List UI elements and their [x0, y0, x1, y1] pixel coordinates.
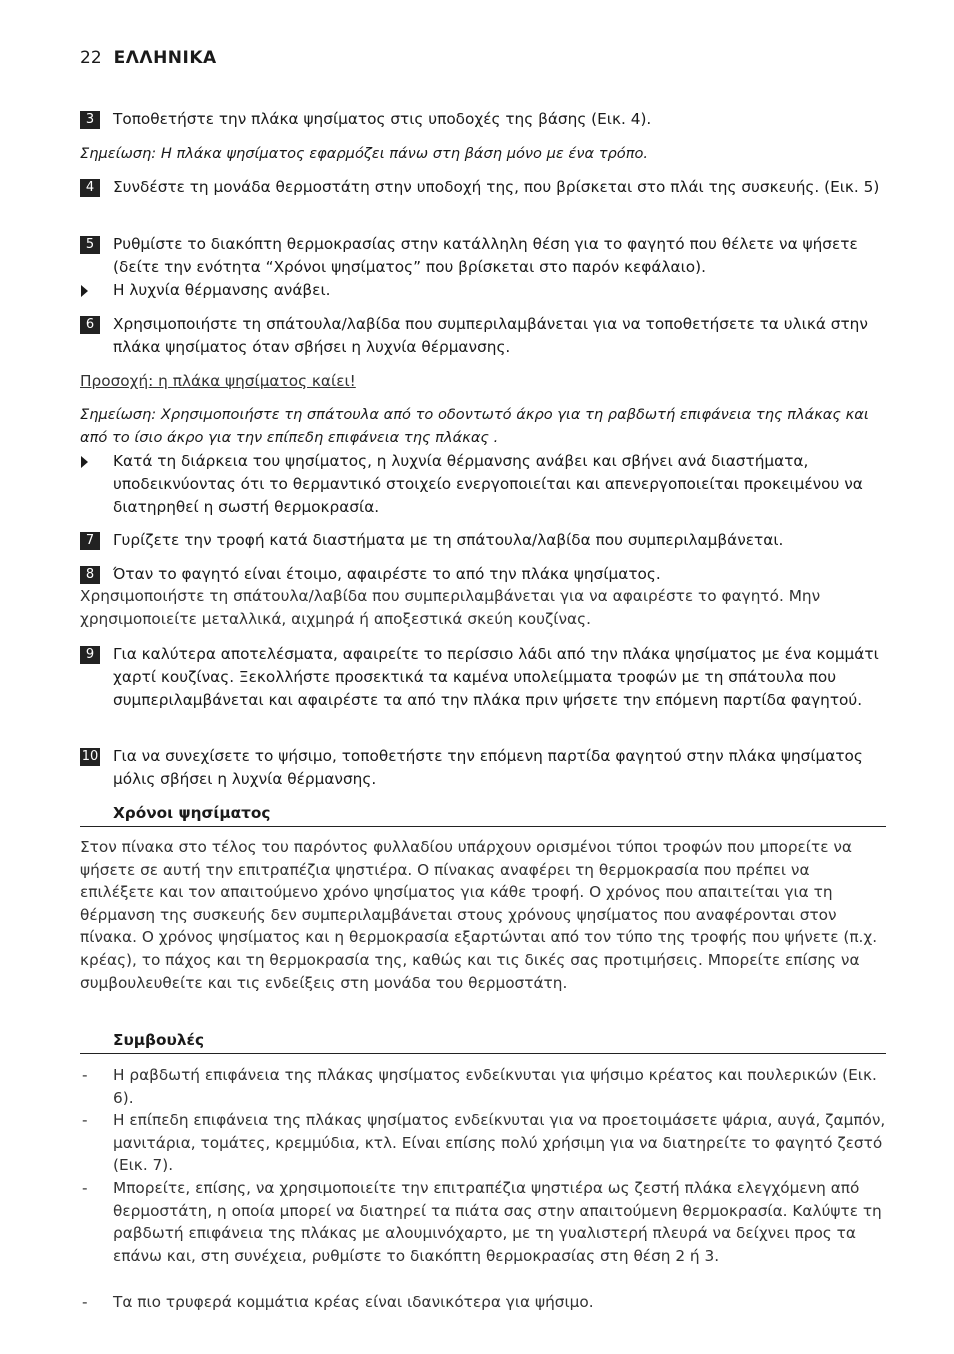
step-number-badge: 5: [80, 236, 100, 254]
result-arrow-icon: [81, 456, 88, 468]
step-text: Χρησιμοποιήστε τη σπάτουλα/λαβίδα που συμπεριλαμβάνεται για να τοποθετήσετε τα υλικά στην πλάκα ψησίματος όταν σβήσει η λυχνία θέρμανσης.: [113, 315, 868, 356]
step-text: Συνδέστε τη μονάδα θερμοστάτη στην υποδοχή της, που βρίσκεται στο πλάι της συσκευής. (Εικ. 5): [113, 178, 880, 196]
note-plate-fit: Σημείωση: Η πλάκα ψησίματος εφαρμόζει πάνω στη βάση μόνο με ένα τρόπο.: [80, 145, 649, 162]
result-lamp-on: [80, 279, 886, 302]
step-10: [80, 745, 886, 791]
result-text: Κατά τη διάρκεια του ψησίματος, η λυχνία θέρμανσης ανάβει και σβήνει ανά διαστήματα, υποδεικνύοντας ότι το θερμαντικό στοιχείο ενεργοποιείται και απενεργοποιείται προκειμένου να διατηρηθεί η σωστή θερμοκρασία.: [113, 452, 863, 516]
step-number-badge: 10: [81, 749, 99, 764]
step-7: [80, 529, 886, 552]
tip-item: [80, 1109, 886, 1177]
dash-bullet: -: [82, 1179, 88, 1197]
dash-bullet: -: [82, 1293, 88, 1311]
step-number-badge: 3: [80, 111, 100, 129]
step-8-detail: Χρησιμοποιήστε τη σπάτουλα/λαβίδα που συμπεριλαμβάνεται για να αφαιρέστε το φαγητό. Μην χρησιμοποιείτε μεταλλικά, αιχμηρά ή αποξεστικά σκεύη κουζίνας.: [80, 587, 821, 628]
step-text: Για καλύτερα αποτελέσματα, αφαιρείτε το περίσσιο λάδι από την πλάκα ψησίματος με ένα κομμάτι χαρτί κουζίνας. Ξεκολλήστε προσεκτικά τα καμένα υπολείμματα τροφών με τη σπάτουλα που συμπεριλαμβάνεται και αφαιρέστε τα από την πλάκα πριν ψήσετε την επόμενη παρτίδα φαγητού.: [113, 645, 879, 709]
step-number-badge: 7: [80, 532, 100, 550]
step-text: Ρυθμίστε το διακόπτη θερμοκρασίας στην κατάλληλη θέση για το φαγητό που θέλετε να ψήσετε (δείτε την ενότητα “Χρόνοι ψησίματος” που βρίσκεται στο παρόν κεφάλαιο).: [113, 235, 858, 276]
tip-item: [80, 1291, 886, 1314]
tip-text: Τα πιο τρυφερά κομμάτια κρέας είναι ιδανικότερα για ψήσιμο.: [113, 1293, 594, 1311]
step-text: Γυρίζετε την τροφή κατά διαστήματα με τη σπάτουλα/λαβίδα που συμπεριλαμβάνεται.: [113, 531, 784, 549]
page-number: 22: [80, 48, 102, 68]
step-text: Τοποθετήστε την πλάκα ψησίματος στις υποδοχές της βάσης (Εικ. 4).: [113, 110, 652, 128]
caution-hot-plate: Προσοχή: η πλάκα ψησίματος καίει!: [80, 372, 356, 390]
step-number-badge: 8: [80, 566, 100, 584]
step-text: Για να συνεχίσετε το ψήσιμο, τοποθετήστε την επόμενη παρτίδα φαγητού στην πλάκα ψησίματος μόλις σβήσει η λυχνία θέρμανσης.: [113, 747, 863, 788]
step-4: [80, 176, 886, 199]
dash-bullet: -: [82, 1066, 88, 1084]
section-title: Χρόνοι ψησίματος: [113, 804, 271, 822]
section-title: Συμβουλές: [113, 1031, 205, 1049]
tip-item: [80, 1064, 886, 1109]
note-spatula: Σημείωση: Χρησιμοποιήστε τη σπάτουλα από το οδοντωτό άκρο για τη ραβδωτή επιφάνεια της πλάκας και από το ίσιο άκρο για την επίπεδη επιφάνεια της πλάκας .: [80, 406, 869, 446]
step-text: Όταν το φαγητό είναι έτοιμο, αφαιρέστε το από την πλάκα ψησίματος.: [113, 565, 661, 583]
page-header: [80, 48, 217, 68]
tip-text: Μπορείτε, επίσης, να χρησιμοποιείτε την επιτραπέζια ψηστιέρα ως ζεστή πλάκα ελεγχόμενη από θερμοστάτη, η οποία μπορεί να διατηρεί τα πιάτα σας στην απαιτούμενη θερμοκρασία. Καλύψτε τη ραβδωτή επιφάνεια της πλάκας με αλουμινόχαρτο, με τη γυαλιστερή πλευρά να δείχνει προς τα επάνω και, στη συνέχεια, ρυθμίστε το διακόπτη θερμοκρασίας στη θέση 2 ή 3.: [113, 1179, 882, 1265]
step-number-badge: 4: [80, 179, 100, 197]
step-8: [80, 563, 886, 586]
tip-item: [80, 1177, 886, 1267]
step-6: [80, 313, 886, 359]
tip-text: Η ραβδωτή επιφάνεια της πλάκας ψησίματος ενδείκνυται για ψήσιμο κρέατος και πουλερικών (Εικ. 6).: [113, 1066, 877, 1107]
step-number-badge: 6: [80, 316, 100, 334]
step-number-badge: 9: [80, 646, 100, 664]
step-9: [80, 643, 886, 712]
language-title: ΕΛΛΗΝΙΚΑ: [113, 48, 217, 68]
step-5: [80, 233, 886, 279]
result-arrow-icon: [81, 285, 88, 297]
section-heading-tips: [80, 1028, 886, 1054]
result-text: Η λυχνία θέρμανσης ανάβει.: [113, 281, 331, 299]
section-heading-grill-times: [80, 801, 886, 827]
grill-times-body: Στον πίνακα στο τέλος του παρόντος φυλλαδίου υπάρχουν ορισμένοι τύποι τροφών που μπορείτε να ψήσετε σε αυτή την επιτραπέζια ψηστιέρα. Ο πίνακας αναφέρει τη θερμοκρασία που πρέπει να επιλέξετε και τον απαιτούμενο χρόνο ψησίματος για κάθε τροφή. Ο χρόνος που απαιτείται για τη θέρμανση της συσκευής δεν συμπεριλαμβάνεται στους χρόνους ψησίματος που αναφέρονται στον πίνακα. Ο χρόνος ψησίματος και η θερμοκρασία εξαρτώνται από τον τύπο της τροφής που ψήνετε (π.χ. κρέας), το πάχος και τη θερμοκρασία της, καθώς και τις δικές σας προτιμήσεις. Μπορείτε επίσης να συμβουλευθείτε και τις ενδείξεις στη μονάδα του θερμοστάτη.: [80, 838, 878, 992]
step-3: [80, 108, 886, 131]
tip-text: Η επίπεδη επιφάνεια της πλάκας ψησίματος ενδείκνυται για να προετοιμάσετε ψάρια, αυγά, ζαμπόν, μανιτάρια, τομάτες, κρεμμύδια, κτλ. Είναι επίσης πολύ χρήσιμη για να διατηρείτε το φαγητό ζεστό (Εικ. 7).: [113, 1111, 886, 1175]
result-lamp-cycle: [80, 450, 886, 519]
dash-bullet: -: [82, 1111, 88, 1129]
